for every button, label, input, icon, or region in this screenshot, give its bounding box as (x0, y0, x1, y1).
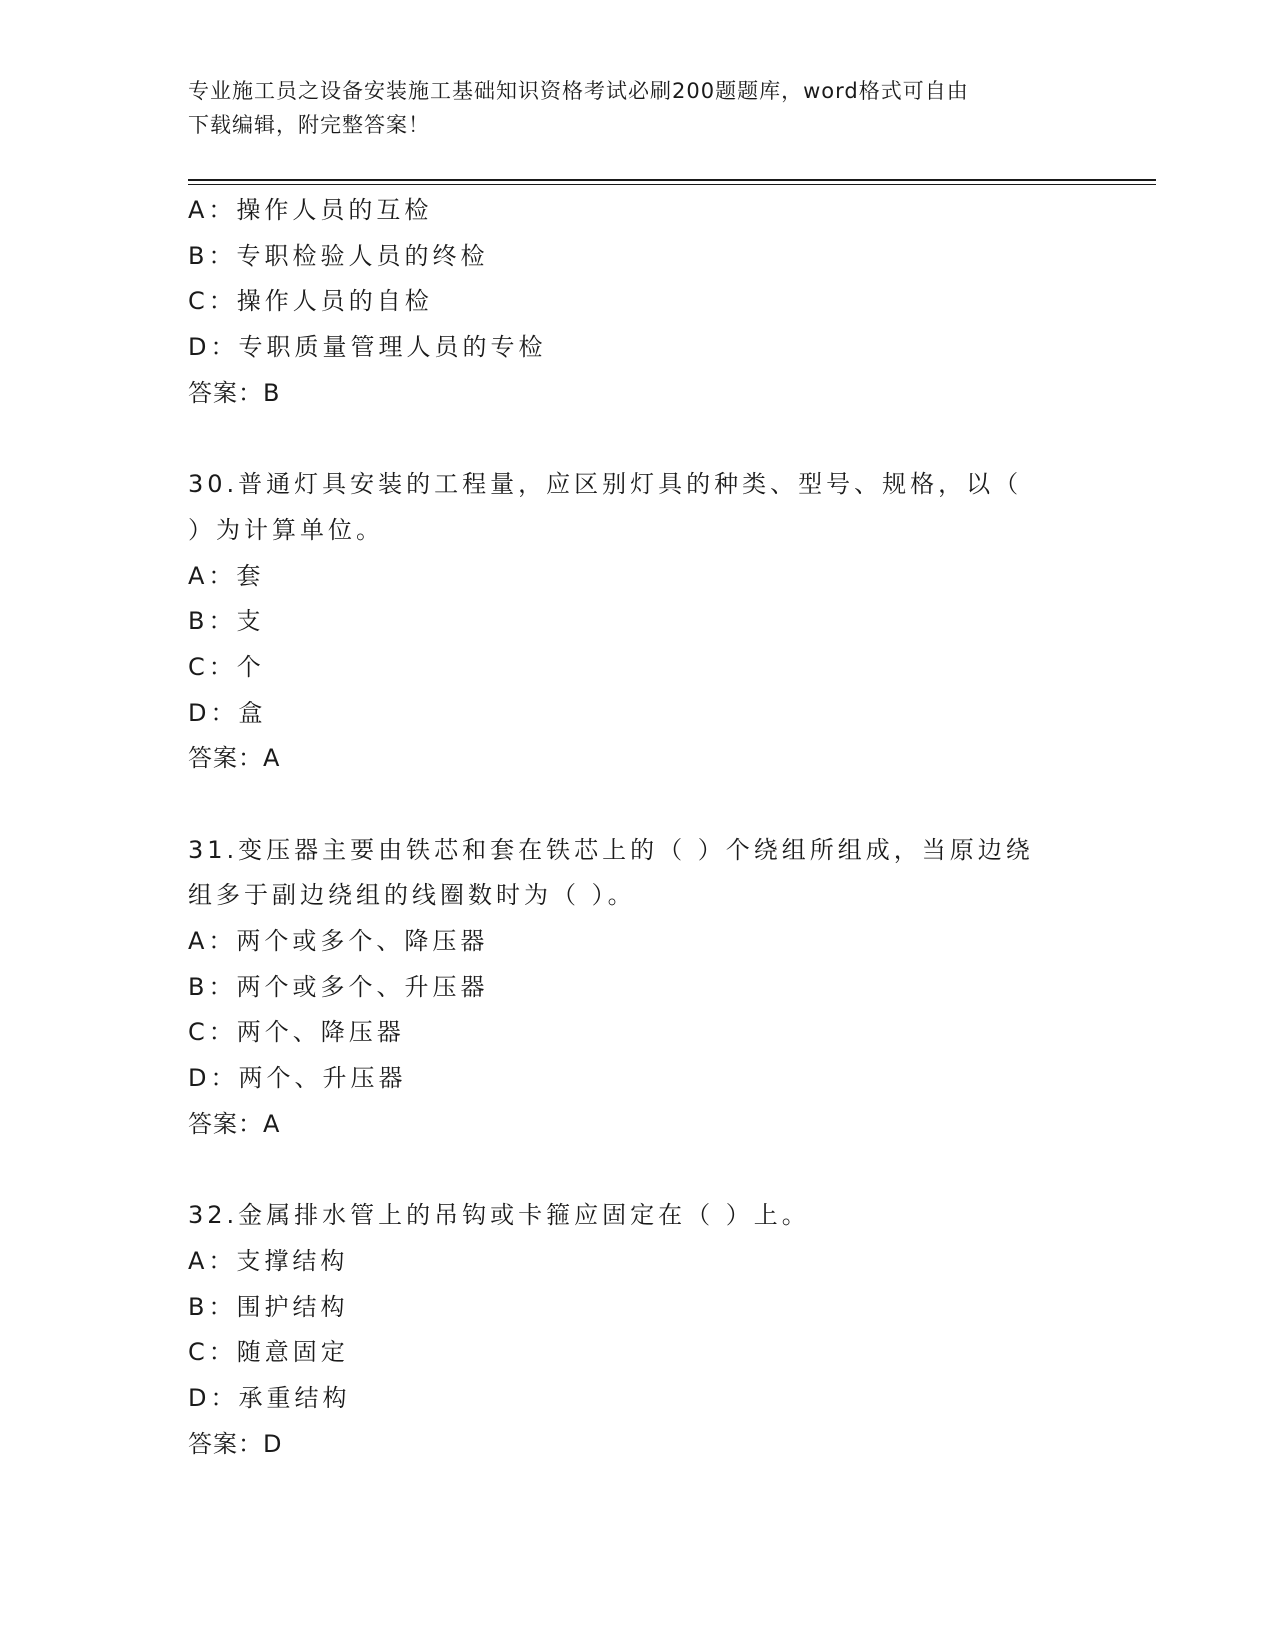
header-line-2: 下载编辑，附完整答案！ (188, 113, 430, 137)
question-block-29 (188, 188, 1088, 416)
option-b: B：支 (188, 607, 265, 636)
question-stem-line: 31.变压器主要由铁芯和套在铁芯上的（ ）个绕组所组成，当原边绕 (188, 835, 1034, 864)
question-block-31 (188, 828, 1088, 1148)
answer-line: 答案：D (188, 1429, 283, 1458)
question-stem-line: 32.金属排水管上的吊钩或卡箍应固定在（ ）上。 (188, 1201, 810, 1230)
question-stem-line: 30.普通灯具安装的工程量，应区别灯具的种类、型号、规格，以（ (188, 470, 1023, 499)
option-c: C：随意固定 (188, 1338, 349, 1367)
spacer (188, 782, 1088, 828)
document-header (188, 74, 1078, 142)
question-stem-line: ）为计算单位。 (188, 515, 384, 544)
question-list (188, 188, 1088, 1467)
option-d: D：盒 (188, 698, 267, 727)
answer-line: 答案：B (188, 378, 281, 407)
option-c: C：两个、降压器 (188, 1018, 405, 1047)
option-b: B：专职检验人员的终检 (188, 241, 489, 270)
header-divider-thick (188, 179, 1156, 181)
option-d: D：专职质量管理人员的专检 (188, 333, 547, 362)
option-b: B：两个或多个、升压器 (188, 972, 489, 1001)
answer-line: 答案：A (188, 1109, 281, 1138)
option-d: D：两个、升压器 (188, 1064, 407, 1093)
option-d: D：承重结构 (188, 1383, 351, 1412)
header-line-1: 专业施工员之设备安装施工基础知识资格考试必刷200题题库，word格式可自由 (188, 79, 969, 103)
option-a: A：操作人员的互检 (188, 196, 433, 224)
option-a: A：两个或多个、降压器 (188, 927, 489, 955)
option-c: C：操作人员的自检 (188, 287, 433, 316)
option-b: B：围护结构 (188, 1292, 349, 1321)
spacer (188, 416, 1088, 462)
question-block-30 (188, 462, 1088, 782)
question-stem-line: 组多于副边绕组的线圈数时为（ ）。 (188, 881, 636, 910)
option-a: A：套 (188, 561, 265, 590)
question-block-32 (188, 1193, 1088, 1467)
answer-line: 答案：A (188, 744, 281, 773)
spacer (188, 1147, 1088, 1193)
option-c: C：个 (188, 652, 265, 681)
header-divider-thin (188, 184, 1156, 185)
option-a: A：支撑结构 (188, 1246, 349, 1275)
